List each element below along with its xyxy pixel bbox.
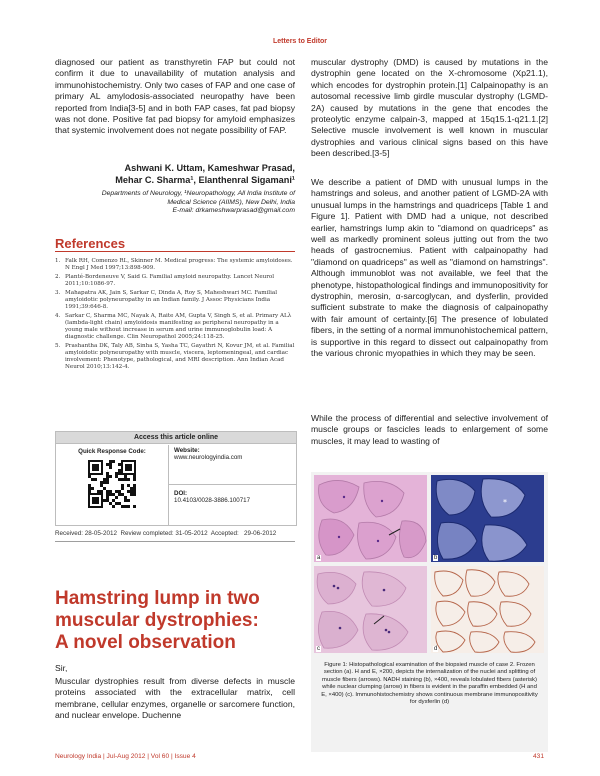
- received-dates: Received: 28-05-2012 Review completed: 31-05-2012 Accepted: 29-06-2012: [55, 530, 277, 537]
- figure-caption: Figure 1: Histopathological examination of the biopsied muscle of case 2. Frozen section (a). H and E, ×200, depicts the internalization of the nuclei and splitting of muscle fibers (arrows). NADH staining (b), ×400, reveals lobulated fibers (asterisk) while nuclear clumping (arrow) in fibers is evident in the paraffin embedded (H and E, ×400) (c). Immunohistochemistry shows continuous membrane immunopositivity for dysferlin (d): [321, 662, 538, 706]
- website-link[interactable]: www.neurologyindia.com: [174, 454, 243, 461]
- article-title-block: [55, 588, 295, 654]
- figure-panel-b[interactable]: [431, 475, 544, 562]
- doi-value[interactable]: 10.4103/0028-3886.100717: [174, 497, 251, 504]
- figure-1: [311, 472, 548, 752]
- article-title-line-1: Hamstring lump in two: [55, 588, 260, 609]
- references-divider: [55, 251, 295, 252]
- access-article-box: [55, 431, 297, 526]
- section-header: Letters to Editor: [272, 38, 328, 45]
- author-line-1: Ashwani K. Uttam, Kameshwar Prasad,: [124, 163, 295, 173]
- reference-text: Mahapatra AK, Jain S, Sarkar C, Dinda A, Roy S, Maheshwari MC. Familial amyloidotic polyneuropathy in an Indian family. J Assoc Physicians India 1991;39:646-8.: [65, 289, 277, 310]
- access-box-title: Access this article online: [56, 432, 296, 444]
- reference-number: 3.: [55, 289, 61, 296]
- left-intro-paragraph: diagnosed our patient as transthyretin FAP but could not confirm it due to unavailability of mutation analysis and immunohistochemistry. Only two cases of FAP and one case of primary AL amylodosis-associated neuropathy have been reported from India[3-5] and in both FAP cases, fat pad biopsy was not done. Positive fat pad biopsy for amyloid emphasizes that systemic involvement does not negate possibility of FAP.: [55, 57, 295, 136]
- article-title-line-3: A novel observation: [55, 632, 236, 653]
- right-paragraph-1: muscular dystrophy (DMD) is caused by mutations in the dystrophin gene located on the X-chromosome (Xp21.1), which encodes for dystrophin protein.[1] Calpainopathy is an autosomal recessive limb girdle muscular dystrophy (LGMD-2A) caused by mutations in the gene that encodes the proteolytic enzyme calpain-3, mapped at 15q15.1-q21.1.[2] Selective muscle involvement is well known in muscular dystrophies and various clinical signs based on this have been described.[3-5]: [311, 57, 548, 159]
- article-title-line-2: muscular dystrophies:: [55, 610, 259, 631]
- access-divider: [168, 484, 296, 485]
- right-paragraph-2: We describe a patient of DMD with unusual lumps in the hamstrings and soleus, and another patient of LGMD-2A with unusual lumps in the hamstrings and quadriceps [Table 1 and Figure 1]. Patient with DMD had a unique, not described earlier, hamstrings lump akin to "diamond on quadriceps" as well as markedly prominent soleus jutting out from the two heads of gastrocnemius. Patient with calpainopathy had "diamond on quadriceps" as well as "diamond on hamstrings". Although immunoblot was not available, we feel that the phenotype, histopathological findings and immunopositivity for dystrophin, merosin, α-sarcoglycan, and dysferlin, provided sufficient substrate to make the diagnosis of calpainopathy with fair amount of certainty.[6] The presence of lobulated fibers, in the setting of a normal immunohistochemical pattern, is supportive in this regard to dissect out calpainopathy from the various chronic myopathies in which they may be seen.: [311, 177, 548, 359]
- figure-panel-c-image: [314, 566, 427, 653]
- author-email: E-mail: drkameshwarprasad@gmail.com: [172, 207, 295, 215]
- reference-item: [55, 343, 295, 372]
- reference-number: 5.: [55, 342, 61, 349]
- affiliation-line-1: Departments of Neurology, ¹Neuropathology, All India Institute of: [101, 190, 295, 197]
- reference-item: [55, 258, 295, 272]
- reference-number: 1.: [55, 258, 61, 264]
- footer-page-number: 431: [533, 753, 545, 760]
- article-salutation: Sir,: [55, 663, 68, 673]
- figure-panel-c[interactable]: [314, 566, 427, 653]
- author-block: [55, 162, 295, 216]
- figure-panel-d[interactable]: [431, 566, 544, 653]
- reference-item: [55, 313, 295, 342]
- panel-label-c: c: [317, 646, 320, 652]
- qr-code-icon[interactable]: [88, 460, 136, 508]
- reference-number: 4.: [55, 312, 61, 319]
- panel-label-b: b: [434, 555, 438, 561]
- affiliation-line-2: Medical Science (AIIMS), New Delhi, India: [167, 198, 295, 206]
- received-divider: [55, 541, 295, 542]
- right-paragraph-3: While the process of differential and selective involvement of muscle groups or fascicles leads to enlargement of some muscles, it may lead to wasting of: [311, 413, 548, 446]
- website-section: [174, 447, 292, 461]
- article-intro-paragraph: Muscular dystrophies result from diverse defects in muscle proteins associated with the extracellular matrix, cell membrane, cellular enzymes, organelle or sarcomere function, and nuclear envelope. Duchenne: [55, 676, 295, 721]
- figure-panel-d-image: [431, 566, 544, 653]
- panel-label-d: d: [434, 646, 438, 652]
- reference-item: [55, 274, 295, 288]
- qr-section: [56, 445, 169, 525]
- qr-label: Quick Response Code:: [78, 448, 146, 455]
- doi-section: [174, 490, 292, 504]
- references-heading: References: [55, 236, 126, 251]
- reference-text: Falk RH, Comenzo RL, Skinner M. Medical progress: The systemic amyloidoses. N Engl J Med 1997;13:898-909.: [65, 258, 293, 272]
- website-label: Website:: [174, 447, 200, 454]
- author-line-2: Mehar C. Sharma¹, Elanthenral Sigamani¹: [115, 175, 295, 185]
- reference-list: [55, 258, 295, 373]
- svg-text:*: *: [503, 498, 507, 507]
- reference-item: [55, 290, 295, 312]
- reference-number: 2.: [55, 273, 61, 280]
- figure-panel-a[interactable]: [314, 475, 427, 562]
- doi-label: DOI:: [174, 490, 188, 497]
- reference-text: Planté-Bordeneuve V, Said G. Familial amyloid neuropathy. Lancet Neurol 2011;10:1086-97.: [65, 273, 275, 287]
- figure-panel-b-image: [431, 475, 544, 562]
- figure-panel-a-image: [314, 475, 427, 562]
- footer-journal: Neurology India | Jul-Aug 2012 | Vol 60 | Issue 4: [55, 753, 196, 760]
- panel-label-a: a: [317, 555, 321, 561]
- reference-text: Sarkar C, Sharma MC, Nayak A, Raite AM, Gupta V, Singh S, et al. Primary ALλ (lambda-light chain) amyloidosis manifesting as peripheral neuropathy in a young male without increase in serum and urine immunoglobulin load: A diagnostic challenge. Clin Neuropathol 2005;24:118-25.: [65, 312, 292, 341]
- reference-text: Prashantha DK, Taly AB, Sinha S, Yasha TC, Gayathri N, Kovur JM, et al. Familial amyloidotic polyneuropathy with muscle, viscera, leptomeningeal, and cardiac involvement: Phenotype, pathological, and MRI description. Ann Indian Acad Neurol 2010;13:142-4.: [65, 342, 295, 371]
